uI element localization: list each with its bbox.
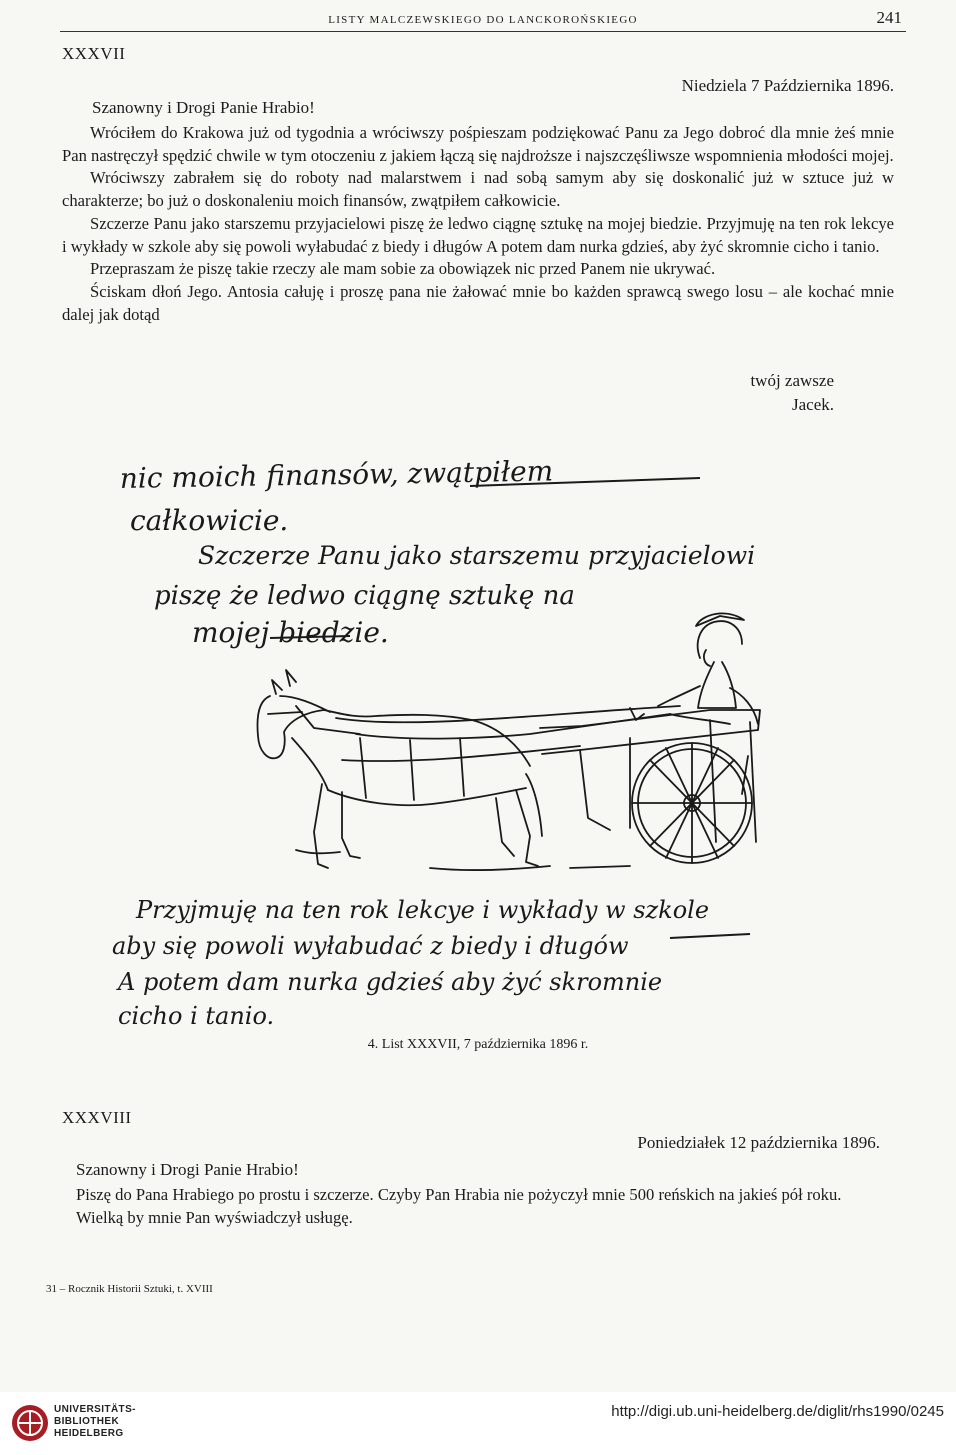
source-url-link[interactable]: http://digi.ub.uni-heidelberg.de/diglit/rhs1990/0245 (611, 1403, 944, 1420)
facsimile-svg (110, 438, 840, 1038)
closing: twój zawsze (750, 371, 834, 390)
handwriting-line: mojej biedzie. (192, 616, 389, 649)
paragraph: Ściskam dłoń Jego. Antosia całuję i proszę pana nie żałować mnie bo każden sprawcą swego losu – ale kochać mnie dalej jak dotąd (62, 281, 894, 324)
handwriting-line: piszę że ledwo ciągnę sztukę na (154, 581, 575, 611)
header-rule (60, 31, 906, 32)
handwriting-line: Szczerze Panu jako starszemu przyjacielowi (198, 541, 756, 570)
library-name-line: UNIVERSITÄTS- (54, 1404, 136, 1415)
running-title: LISTY MALCZEWSKIEGO DO LANCKOROŃSKIEGO (328, 14, 638, 26)
paragraph: Szczerze Panu jako starszemu przyjacielowi piszę że ledwo ciągnę sztukę na mojej biedzie. Przyjmuję na ten rok lekcye i wykłady w szkole aby się powoli wyłabudać z biedy i długów A potem dam nurka gdzieś, aby żyć skromnie cicho i tanio. (62, 213, 894, 256)
letter-body (62, 122, 894, 326)
paragraph: Przepraszam że piszę takie rzeczy ale mam sobie za obowiązek nic przed Panem nie ukrywać. (90, 259, 716, 279)
salutation: Szanowny i Drogi Panie Hrabio! (92, 98, 315, 117)
paragraph: Piszę do Pana Hrabiego po prostu i szczerze. Czyby Pan Hrabia nie pożyczył mnie 500 reńskich na jakieś pół roku. (76, 1185, 842, 1204)
handwriting-line: aby się powoli wyłabudać z biedy i długów (112, 932, 629, 960)
library-logo[interactable] (10, 1401, 180, 1441)
handwriting-line: A potem dam nurka gdzieś aby żyć skromnie (118, 968, 663, 996)
letter-body (48, 1183, 882, 1229)
signature: Jacek. (791, 395, 834, 414)
handwriting-line: Przyjmuję na ten rok lekcye i wykłady w szkole (136, 896, 710, 924)
library-seal-icon (10, 1403, 50, 1443)
letter-date: Niedziela 7 Października 1896. (681, 76, 894, 95)
library-name-line: BIBLIOTHEK (54, 1416, 120, 1427)
running-head (60, 6, 906, 32)
paragraph: Wróciwszy zabrałem się do roboty nad malarstwem i nad sobą samym aby się doskonalić już w sztuce już w charakterze; bo już o doskonaleniu moich finansów, zwątpiłem całkowicie. (62, 168, 894, 211)
horse-cart-sketch (258, 613, 761, 870)
paragraph: Wielką by mnie Pan wyświadczył usługę. (76, 1208, 353, 1227)
page-footnote: 31 – Rocznik Historii Sztuki, t. XVIII (46, 1283, 213, 1295)
library-name (54, 1404, 136, 1440)
facsimile-illustration (110, 438, 840, 1038)
handwriting-line: całkowicie. (130, 504, 289, 537)
library-footer (0, 1392, 956, 1455)
letter-number: XXXVII (62, 44, 126, 63)
salutation: Szanowny i Drogi Panie Hrabio! (76, 1160, 299, 1179)
letter-number: XXXVIII (62, 1108, 132, 1127)
letter-date: Poniedziałek 12 października 1896. (637, 1133, 880, 1152)
handwriting-line: cicho i tanio. (118, 1002, 275, 1030)
paragraph: Wróciłem do Krakowa już od tygodnia a wróciwszy pośpieszam podziękować Panu za Jego dobroć dla mnie żeś mnie Pan nastręczył spędzić chwile w tym otoczeniu z jakiem łączą się najdroższe i najszczęśliwsze wspomnienia młodości mojej. (62, 123, 894, 165)
figure-caption: 4. List XXXVII, 7 października 1896 r. (367, 1037, 589, 1052)
library-name-line: HEIDELBERG (54, 1428, 124, 1439)
page-number: 241 (876, 8, 902, 27)
handwriting-line: nic moich finansów, zwątpiłem (119, 454, 554, 495)
